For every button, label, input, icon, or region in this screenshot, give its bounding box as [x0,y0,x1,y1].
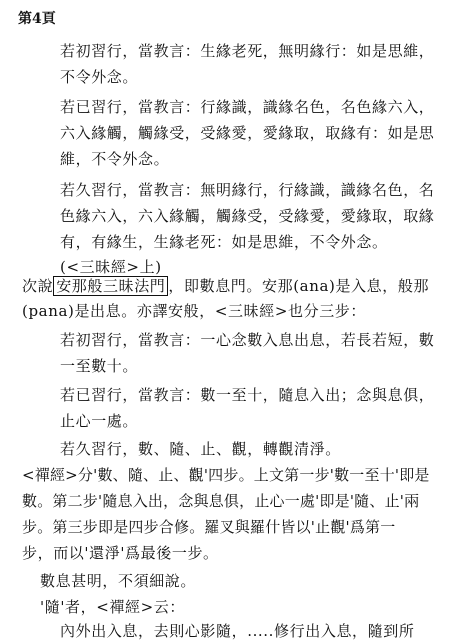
text-line: 數息甚明，不須細說。 [40,572,197,590]
text-segment: ，即數息門。安那(ana)是入息，般那 [168,277,430,295]
text-line: 色緣六入，六入緣觸，觸緣受，受緣愛，愛緣取，取緣 [60,207,435,225]
text-line: 六入緣觸，觸緣受，受緣愛，愛緣取，取緣有：如是思 [60,124,435,142]
text-line: 步。第三步即是四步合修。羅叉與羅什皆以'止觀'爲第一 [22,518,396,536]
text-line: 一至數十。 [60,357,139,375]
text-line: 若久習行，數、隨、止、觀，轉觀清淨。 [60,440,341,458]
boxed-term: 安那般三昧法門 [53,276,168,296]
text-line: 維，不令外念。 [60,150,170,168]
text-line: 不令外念。 [60,68,139,86]
text-line: 有，有緣生，生緣老死：如是思維，不令外念。 [60,233,388,251]
text-line: (<三昧經>上) [60,258,162,276]
text-line: 若初習行，當教言：一心念數入息出息，若長若短，數 [60,331,435,349]
page-label: 第4頁 [18,11,56,27]
text-line: 止心一處。 [60,412,139,430]
text-line: (pana)是出息。亦譯安般，<三昧經>也分三步： [22,302,366,320]
text-segment: 次說 [22,277,54,295]
text-line: 數。第二步'隨息入出，念與息俱，止心一處'即是'隨、止'兩 [22,492,420,510]
text-line: 若久習行，當教言：無明緣行，行緣識，識緣名色，名 [60,181,435,199]
text-line: 若已習行，當教言：行緣識，識緣名色，名色緣六入， [60,98,435,116]
text-line: <禪經>分'數、隨、止、觀'四步。上文第一步'數一至十'即是 [22,466,430,484]
text-line [22,277,429,295]
text-line: 內外出入息，去則心影隨，.....修行出入息，隨到所 [60,622,415,640]
text-line: 若已習行，當教言：數一至十，隨息入出；念與息俱， [60,386,435,404]
text-line: 若初習行，當教言：生緣老死，無明緣行：如是思維， [60,42,435,60]
text-line: '隨'者，<禪經>云： [40,598,185,616]
text-line: 步，而以'還淨'爲最後一步。 [22,544,219,562]
